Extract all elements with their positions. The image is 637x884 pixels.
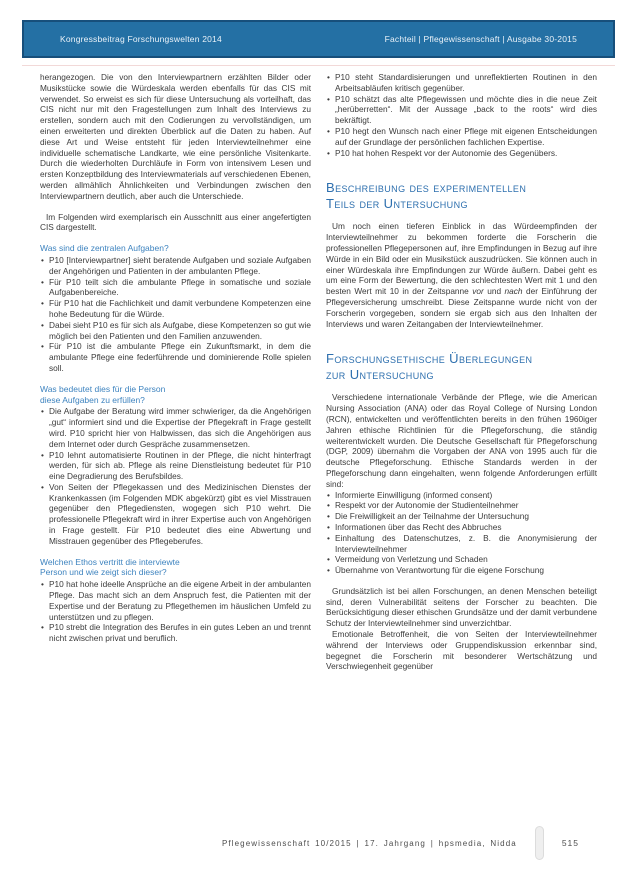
header-bar — [22, 20, 615, 58]
bullet-item: • Respekt vor der Autonomie der Studienteilnehmer — [326, 500, 597, 511]
bullet-list-p10-attitudes — [326, 72, 597, 158]
bullet-item: • P10 hat hohe ideelle Ansprüche an die eigene Arbeit in der ambulanten Pflege. Das macht sich an dem Anspruch fest, die Patienten mit der Expertise und der Beratung zu Pflegethemen im häuslichen Umfeld zu unterstützen und zu pflegen. — [40, 579, 311, 622]
paragraph-vulnerability: Grundsätzlich ist bei allen Forschungen, an denen Menschen beteiligt sind, deren Vulnerabilität seitens der Forscher zu beachten. Die Berücksichtigung dieser ethischen Grundsätze und der damit verbundene Schutz der Interviewteilnehmer sind unverzichtbar. — [326, 585, 597, 629]
bullet-item: • Für P10 hat die Fachlichkeit und damit verbundene Kompetenzen eine hohe Bedeutung für die Würde. — [40, 298, 311, 320]
bullet-item: • Für P10 ist die ambulante Pflege ein Zukunftsmarkt, in dem die ambulante Pflege eine federführende und dominierende Rolle spielen soll. — [40, 341, 311, 373]
footer-divider — [535, 826, 544, 860]
bullet-item: • Von Seiten der Pflegekassen und des Medizinischen Dienstes der Krankenkassen (im Folgenden MDK abgekürzt) gibt es viel Misstrauen gegenüber den Pflegediensten, wogegen sich P10 wehrt. Die professionelle Pflegekraft wird in ihrer Expertise auch von Angehörigen in Frage gestellt. Für P10 bedeutet dies eine Abwertung und Misstrauen gegenüber des Pflegeberufes. — [40, 482, 311, 547]
header-left-label: Kongressbeitrag Forschungswelten 2014 — [60, 34, 222, 44]
header-right-label: Fachteil | Pflegewissenschaft | Ausgabe 30-2015 — [384, 34, 577, 44]
bullet-item: • P10 hat hohen Respekt vor der Autonomie des Gegenübers. — [326, 148, 597, 159]
bullet-item: • Informierte Einwilligung (informed consent) — [326, 490, 597, 501]
bullet-item: • Für P10 teilt sich die ambulante Pflege in somatische und soziale Aufgabenbereiche. — [40, 277, 311, 299]
italic-word-vor: vor — [472, 286, 484, 297]
bullet-item: • Die Freiwilligkeit an der Teilnahme der Untersuchung — [326, 511, 597, 522]
bullet-item: • P10 lehnt automatisierte Routinen in der Pflege, die nicht hinterfragt werden, für sich ab. Pflege als reine Dienstleistung bedeutet für P10 eine Degradierung des Berufsbildes. — [40, 450, 311, 482]
bullet-item: • P10 schätzt das alte Pflegewissen und möchte dies in die neue Zeit „herüberretten“. Mit der Aussage „back to the roots“ wird dies bekräftigt. — [326, 94, 597, 126]
bullet-list-central-tasks — [40, 255, 311, 374]
bullet-item: • Einhaltung des Datenschutzes, z. B. die Anonymisierung der Interviewteilnehmer — [326, 533, 597, 555]
page-footer — [0, 826, 637, 860]
page-number: 515 — [561, 838, 579, 848]
question-heading-meaning-for-person: Was bedeutet dies für die Person diese Aufgaben zu erfüllen? — [40, 383, 166, 405]
bullet-list-ethics-requirements — [326, 490, 597, 576]
paragraph-ethics-intro: Verschiedene internationale Verbände der Pflege, wie die American Nursing Association (ANA) oder das Royal College of Nursing London (RCN), entwickelten und veröffentlichten bereits in den frühen 1960iger Jahren ethische Richtlinien für die Pflegeforschung, die ständig weiterentwickelt wurden. Die Deutsche Gesellschaft für Pflegeforschung (DGP, 2009) übernahm die Vorgaben der ANA von 1995 auch für die deutsche Pflegeforschung. Ethische Standards werden in der Pflegeforschung dann eingehalten, wenn folgende Anforderungen erfüllt sind: — [326, 392, 597, 489]
right-column — [326, 72, 597, 672]
question-heading-ethos: Welchen Ethos vertritt die interviewte Person und wie zeigt sich dieser? — [40, 556, 180, 578]
header-underline — [22, 65, 615, 66]
article-body — [40, 72, 597, 672]
left-column — [40, 72, 311, 672]
section-heading-experimental-part: Beschreibung des experimentellen Teils der Untersuchung — [326, 180, 527, 212]
question-heading-central-tasks: Was sind die zentralen Aufgaben? — [40, 243, 169, 254]
paragraph-cis-example: Im Folgenden wird exemplarisch ein Ausschnitt aus einer angefertigten CIS dargestellt. — [40, 211, 311, 233]
bullet-item: • P10 steht Standardisierungen und unreflektierten Routinen in den Arbeitsabläufen kritisch gegenüber. — [326, 72, 597, 94]
bullet-item: • Die Aufgabe der Beratung wird immer schwieriger, da die Angehörigen „gut“ informiert sind und die Expertise der Pflegekraft in Frage gestellt wird. P10 spricht hier von Halbwissen, das sich die Angehörigen aus dem Internet oder durch Gespräche zusammensetzen. — [40, 406, 311, 449]
paragraph-cis-continuation: herangezogen. Die von den Interviewpartnern erzählten Bilder oder Musikstücke sowie die Würdeskala werden ebenfalls für das CIS mit verwendet. So erweist es sich für diese Untersuchung als vorteilhaft, das CIS nicht nur mit den Fragestellungen zum Inhalt des Interviews zu erstellen, sondern auch mit den Codierungen zu vervollständigen, um einen erweiterten und direkten Überblick auf die Daten zu haben. Auf diese Art und Weise entsteht für jeden Interviewteilnehmer eine individuelle schematische Landkarte, wie eine persönliche Visitenkarte. Durch die wiederholten Durchläufe in Form von intensivem Lesen und ersten Konzeptbildung des Interviewmaterials auf verschiedenen Ebenen, werden allmählich Ähnlichkeiten und Verbindungen zwischen den Interviewpartnern deutlich, aber auch die Unterschiede. — [40, 72, 311, 201]
bullet-item: • Vermeidung von Verletzung und Schaden — [326, 554, 597, 565]
bullet-item: • P10 hegt den Wunsch nach einer Pflege mit eigenen Entscheidungen auf der Grundlage der persönlichen fachlichen Expertise. — [326, 126, 597, 148]
bullet-item: • Informationen über das Recht des Abbruches — [326, 522, 597, 533]
bullet-item: • Dabei sieht P10 es für sich als Aufgabe, diese Kompetenzen so gut wie möglich bei den Patienten und den Familien anzuwenden. — [40, 320, 311, 342]
paragraph-experimental-part: Um noch einen tieferen Einblick in das Würdeempfinden der Interviewteilnehmer zu bekommen forderte die Forscherin die professionellen Pflegepersonen auf, ihre Empfindungen in Bezug auf ihre Würde in ein Bild oder ein Musikstück auszudrücken. Sie können auch in einer Würdeskala ihre Empfindungen zur Würde äußern. Dabei geht es um eine Form der Bewertung, die den schlechtesten Wert mit 1 und den besten Wert mit 10 in der Zeitspanne vor und nach der Einführung der Pflegeversicherung umschreibt. Diese Zeitspanne wurde nicht von der Forscherin vorgegeben, sondern sie ergab sich aus den Inhalten der Interviews und waren Zeitangaben der Interviewteilnehmer. — [326, 221, 597, 329]
footer-journal-info: Pflegewissenschaft 10/2015 | 17. Jahrgang | hpsmedia, Nidda — [222, 838, 517, 848]
bullet-list-meaning-for-person — [40, 406, 311, 546]
italic-word-nach: nach — [504, 286, 523, 297]
bullet-list-ethos — [40, 579, 311, 644]
section-heading-research-ethics: Forschungsethische Überlegungen zur Untersuchung — [326, 351, 533, 383]
paragraph-emotional-concern: Emotionale Betroffenheit, die von Seiten der Interviewteilnehmer während der Interviews oder Gruppendiskussion erkennbar sind, begegnet die Forscherin mit besonderer Wertschätzung und Verschwiegenheit gegenüber — [326, 629, 597, 672]
bullet-item: • P10 strebt die Integration des Berufes in ein gutes Leben an und trennt nicht zwischen privat und beruflich. — [40, 622, 311, 644]
bullet-item: • P10 [Interviewpartner] sieht beratende Aufgaben und soziale Aufgaben der Angehörigen und Patienten in der ambulanten Pflege. — [40, 255, 311, 277]
bullet-item: • Übernahme von Verantwortung für die eigene Forschung — [326, 565, 597, 576]
